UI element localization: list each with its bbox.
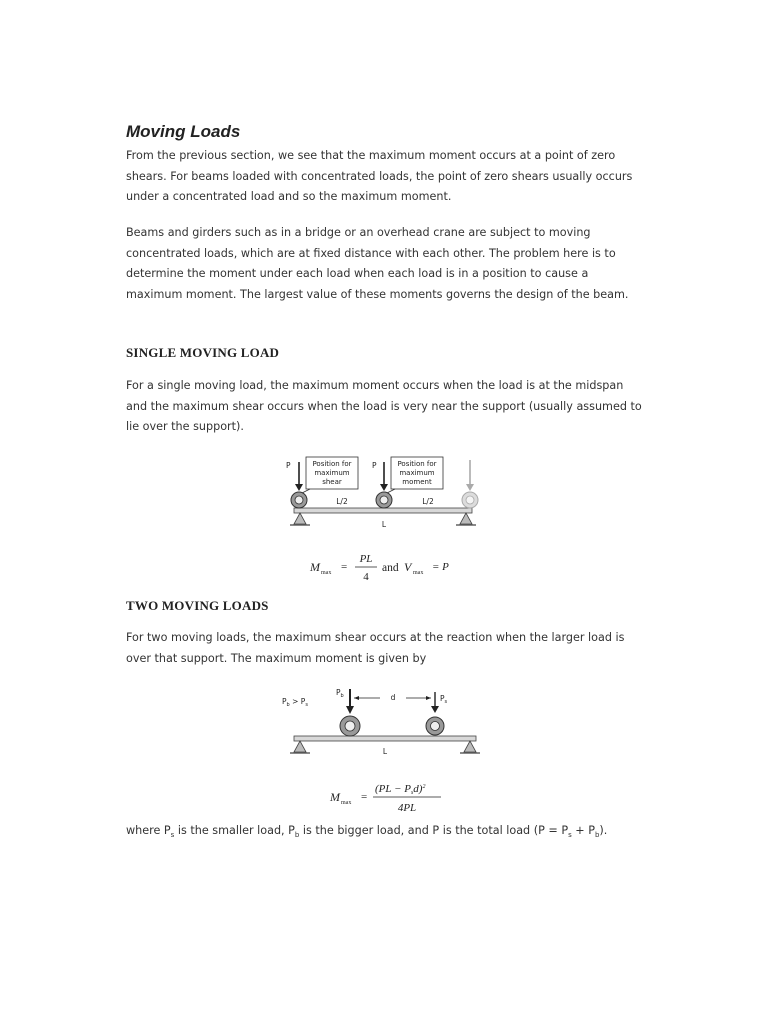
formula-eq: =	[361, 791, 368, 803]
half-span-label-2: L/2	[422, 497, 434, 506]
formula-den: 4	[363, 571, 369, 583]
page-title: Moving Loads	[126, 122, 241, 141]
where-paragraph: where $P_s$ is the smaller load, $P_b$ is the bigger load, and P is the total load $(P = P_s + P_b)$.	[126, 824, 608, 840]
two-loads-formula	[328, 780, 448, 814]
formula-v: V	[404, 560, 412, 574]
beam	[294, 736, 476, 741]
wheel-right-faded-icon	[462, 492, 478, 508]
formula-m-sub: max	[341, 800, 352, 806]
two-loads-paragraph: For two moving loads, the maximum shear occurs at the reaction when the larger load is over that support. The maximum moment is given by	[126, 631, 625, 665]
load-arrow-large-icon	[346, 689, 354, 714]
formula-m: M	[310, 560, 320, 574]
wheel-large-load-icon	[340, 716, 360, 736]
load-label-pb: $P_b$	[336, 688, 344, 699]
single-load-formula	[308, 550, 468, 586]
formula-num: (PL − Psd)$^2$	[375, 783, 426, 796]
callout-max-moment-line1: Position for	[397, 460, 437, 468]
callout-max-shear-line3: shear	[322, 478, 342, 486]
condition-label: $P_b > P_s$	[282, 697, 308, 708]
left-support-icon	[290, 741, 310, 753]
callout-max-moment-line2: maximum	[399, 469, 435, 477]
formula-den: 4PL	[397, 802, 417, 814]
dimension-d-label: d	[390, 693, 396, 702]
section-heading-two: TWO MOVING LOADS	[126, 598, 269, 613]
load-label-p2: P	[372, 461, 377, 470]
wheel-left-icon	[291, 492, 307, 508]
left-support-icon	[290, 513, 310, 525]
half-span-label-1: L/2	[336, 497, 348, 506]
single-load-diagram	[280, 456, 490, 534]
wheel-small-load-icon	[426, 717, 444, 735]
formula-eq: =	[341, 561, 348, 573]
intro-paragraph-2: Beams and girders such as in a bridge or an overhead crane are subject to moving concentrated loads, which are at fixed distance with each other. The problem here is to determine the moment under each load when each load is in a position to cause a maximum moment. The largest value of these moments governs the design of the beam.	[126, 226, 629, 301]
single-load-paragraph: For a single moving load, the maximum moment occurs when the load is at the midspan and the maximum shear occurs when the load is very near the support (usually assumed to lie over the support).	[126, 379, 642, 433]
section-heading-single: SINGLE MOVING LOAD	[126, 345, 280, 360]
formula-num: PL	[359, 553, 373, 565]
load-label-p1: P	[286, 461, 291, 470]
load-arrow-left-icon	[295, 462, 303, 491]
callout-max-shear-line1: Position for	[312, 460, 352, 468]
span-label: L	[382, 747, 388, 756]
load-arrow-small-icon	[431, 692, 439, 713]
right-support-icon	[456, 513, 476, 525]
intro-paragraph-1: From the previous section, we see that the maximum moment occurs at a point of zero shears. For beams loaded with concentrated loads, the point of zero shears usually occurs under a concentrated load and so the maximum moment.	[126, 149, 633, 203]
callout-max-moment	[387, 457, 443, 493]
formula-rhs: = P	[432, 561, 449, 573]
load-label-ps: $P_s$	[440, 694, 448, 705]
formula-m: M	[330, 790, 340, 804]
formula-m-sub: max	[321, 570, 332, 576]
right-support-icon	[460, 741, 480, 753]
load-arrow-mid-icon	[380, 462, 388, 491]
formula-and: and	[382, 562, 399, 574]
wheel-mid-icon	[376, 492, 392, 508]
load-arrow-right-faded-icon	[466, 460, 474, 491]
formula-v-sub: max	[413, 570, 424, 576]
beam	[294, 508, 472, 513]
callout-max-shear	[302, 457, 358, 493]
callout-max-moment-line3: moment	[402, 478, 432, 486]
callout-max-shear-line2: maximum	[314, 469, 350, 477]
two-loads-diagram	[280, 686, 490, 758]
span-label: L	[381, 520, 387, 529]
